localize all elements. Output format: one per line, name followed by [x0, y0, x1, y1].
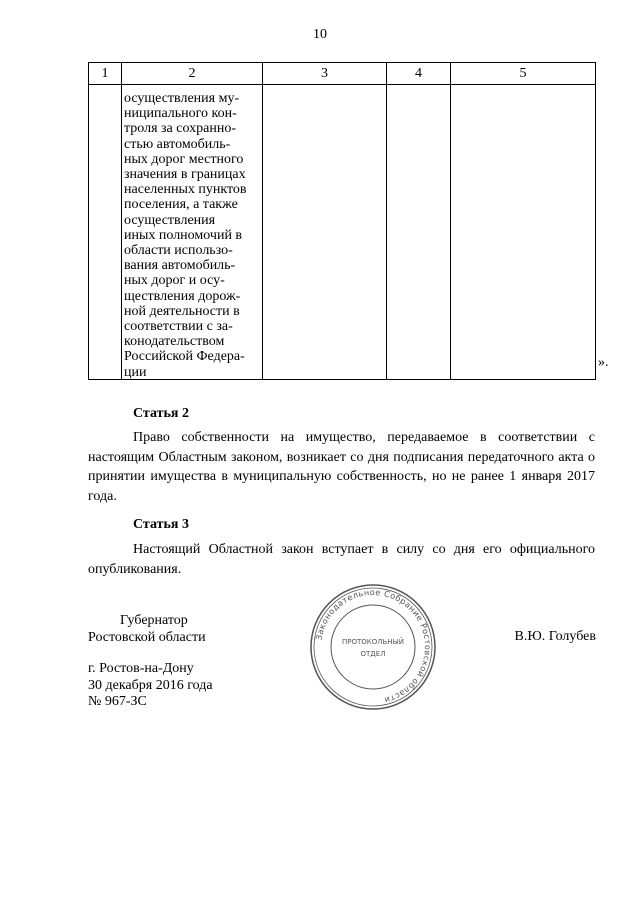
column-header: 5 — [451, 63, 596, 85]
table-cell-line: троля за сохранно- — [124, 121, 236, 137]
table-cell-line: вания автомобиль- — [124, 258, 236, 274]
table-cell-line: Российской Федера- — [124, 349, 245, 365]
table-cell-line: ции — [124, 364, 147, 380]
column-header: 4 — [387, 63, 451, 85]
article-2-title: Статья 2 — [133, 406, 189, 421]
place-date-block — [88, 661, 213, 711]
table-cell-line: осуществления му- — [124, 91, 240, 106]
table-cell-line: иных полномочий в — [124, 227, 243, 243]
table-cell-line: конодательством — [124, 334, 225, 350]
article-3-text: Настоящий Областной закон вступает в силу со дня его официального опубликования. — [88, 542, 595, 577]
law-number: № 967-ЗС — [88, 694, 147, 709]
table-cell-line: ных дорог и осу- — [124, 273, 225, 289]
article-2-text: Право собственности на имущество, передаваемое в соответствии с настоящим Областным законом, возникает со дня подписания передаточного акта о принятии имущества в муниципальную собственность, но не ранее 1 января 2017 года. — [88, 430, 595, 504]
signature-role-line2: Ростовской области — [88, 630, 206, 645]
table-cell-line: области использо- — [124, 243, 233, 259]
table-cell-line: стью автомобиль- — [124, 136, 231, 152]
closing-quote: ». — [598, 355, 609, 370]
column-header: 2 — [122, 63, 263, 85]
page-number: 10 — [313, 27, 327, 42]
seal-inner-line2: ОТДЕЛ — [360, 650, 386, 658]
article-3-title: Статья 3 — [133, 517, 189, 532]
signature-role — [88, 612, 206, 646]
table-cell-empty — [263, 85, 387, 380]
date: 30 декабря 2016 года — [88, 677, 213, 693]
table-cell-empty — [387, 85, 451, 380]
table-header-row — [89, 63, 596, 85]
official-seal — [308, 582, 438, 712]
continuation-table — [88, 62, 596, 380]
column-header: 1 — [89, 63, 122, 85]
seal-outer-text: Законодательное Собрание Ростовской области — [313, 586, 434, 706]
seal-inner-line1: ПРОТОКОЛЬНЫЙ — [341, 638, 405, 646]
table-cell-line: соответствии с за- — [124, 319, 233, 335]
signature-name: В.Ю. Голубев — [514, 629, 596, 644]
table-cell-line: населенных пунктов — [124, 182, 247, 198]
table-cell-line: ществления дорож- — [124, 288, 241, 304]
table-cell-text — [122, 85, 263, 380]
table-cell-line: осуществления — [124, 212, 216, 228]
signature-role-line1: Губернатор — [120, 613, 188, 628]
table-row — [89, 85, 596, 380]
city: г. Ростов-на-Дону — [88, 661, 194, 676]
table-cell-line: ных дорог местного — [124, 151, 244, 167]
table-cell-line: значения в границах — [124, 167, 246, 183]
table-cell-line: ниципального кон- — [124, 106, 237, 122]
table-cell-empty — [451, 85, 596, 380]
table-cell-line: ной деятельности в — [124, 303, 240, 319]
table-cell-line: поселения, а также — [124, 197, 238, 213]
column-header: 3 — [263, 63, 387, 85]
